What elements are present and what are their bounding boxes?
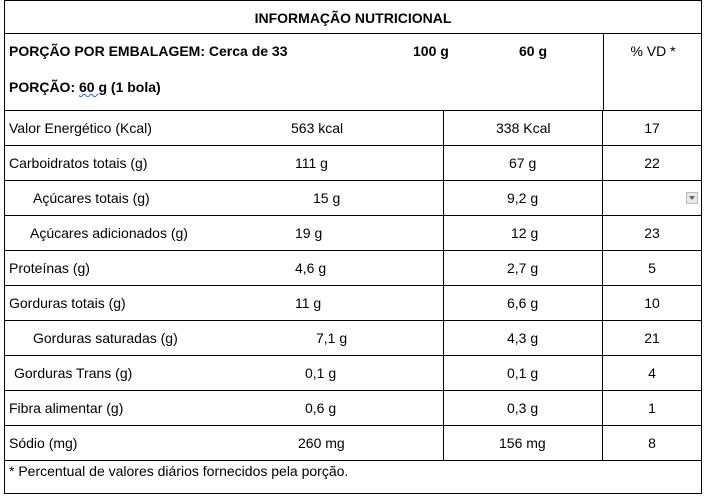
row-value-100g: 260 mg xyxy=(298,435,345,451)
row-vd-cell xyxy=(603,146,701,180)
row-60g-cell xyxy=(443,146,603,180)
column-header-100g: 100 g xyxy=(413,43,449,59)
row-name: Gorduras totais (g) xyxy=(9,295,126,311)
portion-qty: 60 g xyxy=(79,79,108,95)
row-vd-cell xyxy=(603,321,701,355)
row-value-100g: 563 kcal xyxy=(291,120,344,136)
row-name-cell xyxy=(5,216,443,250)
row-value-vd: 21 xyxy=(644,330,660,346)
footnote-row xyxy=(4,459,702,494)
row-60g-cell xyxy=(443,111,603,145)
portion-per-package: PORÇÃO POR EMBALAGEM: Cerca de 33 xyxy=(9,43,288,59)
row-name-cell xyxy=(5,286,443,320)
row-name: Sódio (mg) xyxy=(9,435,78,451)
row-60g-cell xyxy=(443,216,603,250)
row-value-vd: 10 xyxy=(644,295,660,311)
portion-label xyxy=(9,79,161,95)
row-name: Valor Energético (Kcal) xyxy=(9,120,152,136)
table-row xyxy=(4,111,702,146)
row-60g-cell xyxy=(443,426,603,460)
row-value-vd: 5 xyxy=(648,260,656,276)
row-vd-cell xyxy=(603,181,701,215)
row-name-cell xyxy=(5,321,443,355)
row-60g-cell xyxy=(443,321,603,355)
row-name-cell xyxy=(5,426,443,460)
row-vd-cell xyxy=(603,286,701,320)
row-60g-cell xyxy=(443,356,603,390)
footnote: * Percentual de valores diários fornecidos pela porção. xyxy=(9,463,349,479)
row-60g-cell xyxy=(443,181,603,215)
row-name: Açúcares totais (g) xyxy=(33,190,150,206)
table-row xyxy=(4,356,702,391)
nutrition-table xyxy=(4,0,702,494)
row-value-100g: 11 g xyxy=(295,295,322,311)
table-row xyxy=(4,251,702,286)
row-name-cell xyxy=(5,391,443,425)
table-title: INFORMAÇÃO NUTRICIONAL xyxy=(4,0,702,34)
table-header xyxy=(4,33,702,111)
portion-prefix: PORÇÃO: xyxy=(9,79,79,95)
row-value-60g: 6,6 g xyxy=(507,295,539,311)
row-name-cell xyxy=(5,181,443,215)
row-value-60g: 2,7 g xyxy=(507,260,539,276)
portion-suffix: (1 bola) xyxy=(107,79,161,95)
column-header-60g: 60 g xyxy=(519,43,548,59)
table-row xyxy=(4,216,702,251)
table-row xyxy=(4,286,702,321)
row-value-vd: 4 xyxy=(648,365,656,381)
row-vd-cell xyxy=(603,216,701,250)
table-row xyxy=(4,146,702,181)
row-value-100g: 111 g xyxy=(295,155,328,171)
table-row xyxy=(4,426,702,461)
row-value-100g: 0,1 g xyxy=(305,365,337,381)
row-name: Fibra alimentar (g) xyxy=(9,400,124,416)
row-value-100g: 4,6 g xyxy=(295,260,327,276)
row-value-100g: 19 g xyxy=(295,225,323,241)
row-vd-cell xyxy=(603,426,701,460)
row-value-60g: 156 mg xyxy=(499,435,546,451)
row-value-60g: 9,2 g xyxy=(507,190,539,206)
table-row xyxy=(4,321,702,356)
row-vd-cell xyxy=(603,391,701,425)
row-value-100g: 15 g xyxy=(313,190,341,206)
row-value-vd: 17 xyxy=(644,120,660,136)
row-name-cell xyxy=(5,251,443,285)
column-header-vd: % VD * xyxy=(630,43,676,59)
row-value-60g: 67 g xyxy=(509,155,537,171)
row-value-60g: 4,3 g xyxy=(507,330,539,346)
row-value-vd: 8 xyxy=(648,435,656,451)
row-name-cell xyxy=(5,111,443,145)
header-vd-cell xyxy=(603,34,702,110)
row-vd-cell xyxy=(603,111,701,145)
row-name-cell xyxy=(5,356,443,390)
header-portion-cell xyxy=(5,34,603,110)
row-vd-cell xyxy=(603,356,701,390)
row-value-60g: 12 g xyxy=(511,225,539,241)
row-value-vd: 1 xyxy=(648,400,656,416)
row-value-100g: 7,1 g xyxy=(316,330,348,346)
row-name: Carboidratos totais (g) xyxy=(9,155,148,171)
row-value-60g: 0,1 g xyxy=(507,365,539,381)
row-value-60g: 0,3 g xyxy=(507,400,539,416)
table-row xyxy=(4,391,702,426)
row-value-60g: 338 Kcal xyxy=(496,120,551,136)
row-value-100g: 0,6 g xyxy=(305,400,337,416)
dropdown-arrow-icon[interactable] xyxy=(686,192,698,204)
row-name: Gorduras Trans (g) xyxy=(14,365,133,381)
row-value-vd: 23 xyxy=(644,225,660,241)
row-value-vd: 22 xyxy=(644,155,660,171)
row-name: Gorduras saturadas (g) xyxy=(33,330,178,346)
row-60g-cell xyxy=(443,251,603,285)
row-60g-cell xyxy=(443,391,603,425)
table-row xyxy=(4,181,702,216)
row-name: Açúcares adicionados (g) xyxy=(30,225,188,241)
row-name: Proteínas (g) xyxy=(9,260,90,276)
row-vd-cell xyxy=(603,251,701,285)
row-name-cell xyxy=(5,146,443,180)
row-60g-cell xyxy=(443,286,603,320)
